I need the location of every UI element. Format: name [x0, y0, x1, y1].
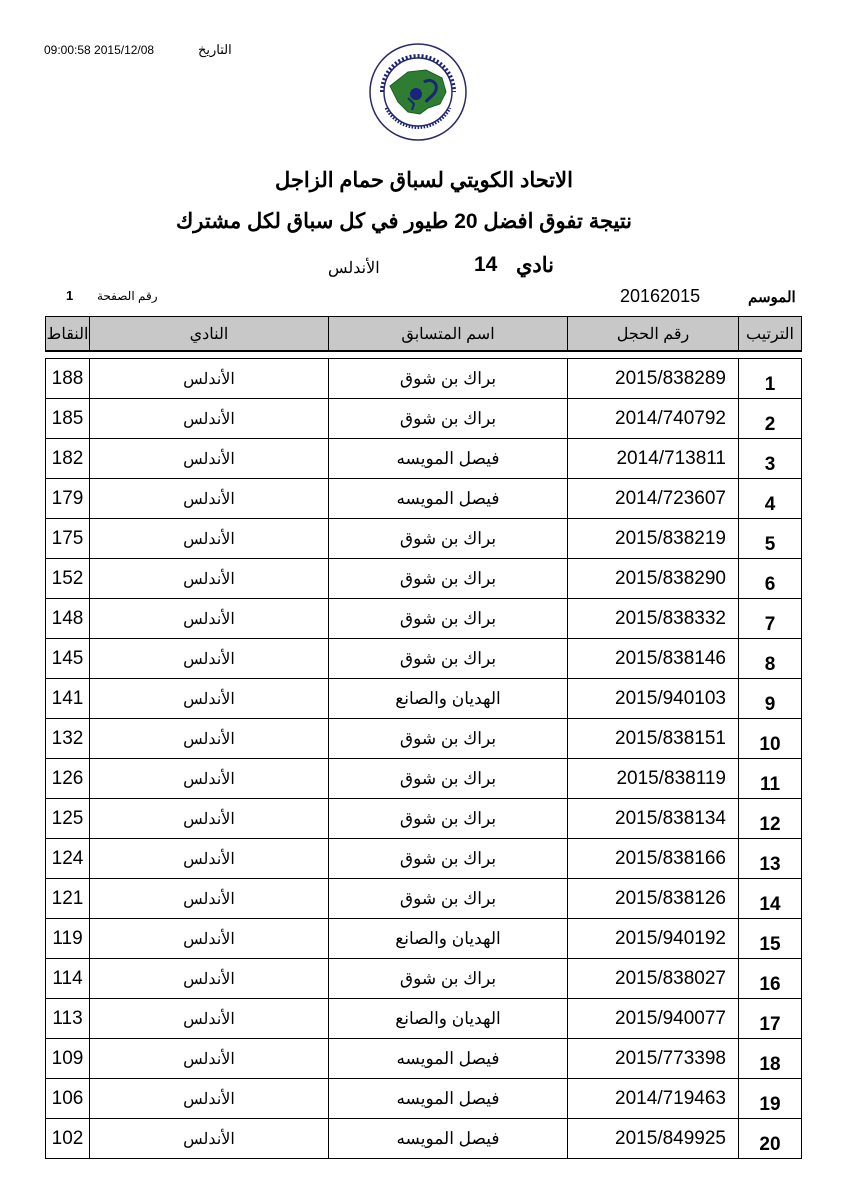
ring-number-cell: 2015/838146 [568, 639, 739, 679]
organization-name: الاتحاد الكويتي لسباق حمام الزاجل [275, 169, 573, 192]
report-title: نتيجة تفوق افضل 20 طيور في كل سباق لكل مشترك [176, 210, 633, 233]
club-cell: الأندلس [90, 599, 329, 639]
ring-number-cell: 2014/713811 [568, 439, 739, 479]
points-cell: 188 [46, 359, 90, 399]
points-cell: 106 [46, 1079, 90, 1119]
club-cell: الأندلس [90, 759, 329, 799]
club-cell: الأندلس [90, 399, 329, 439]
club-cell: الأندلس [90, 1119, 329, 1159]
points-cell: 121 [46, 879, 90, 919]
ring-number-cell: 2015/838151 [568, 719, 739, 759]
racer-name-cell: براك بن شوق [329, 839, 568, 879]
rank-cell: 10 [739, 719, 802, 759]
club-cell: الأندلس [90, 919, 329, 959]
table-row [46, 799, 802, 839]
racer-name-cell: براك بن شوق [329, 959, 568, 999]
page-number: 1 [66, 288, 74, 303]
rank-cell: 14 [739, 879, 802, 919]
rank-cell: 19 [739, 1079, 802, 1119]
club-number: 14 [474, 253, 498, 276]
club-cell: الأندلس [90, 959, 329, 999]
federation-logo-icon [368, 42, 468, 142]
points-cell: 113 [46, 999, 90, 1039]
points-cell: 185 [46, 399, 90, 439]
ring-number-cell: 2015/838027 [568, 959, 739, 999]
points-cell: 125 [46, 799, 90, 839]
club-cell: الأندلس [90, 519, 329, 559]
racer-name-cell: فيصل المويسه [329, 479, 568, 519]
table-row [46, 1039, 802, 1079]
racer-name-cell: براك بن شوق [329, 799, 568, 839]
table-row [46, 679, 802, 719]
rank-cell: 16 [739, 959, 802, 999]
table-row [46, 999, 802, 1039]
club-cell: الأندلس [90, 879, 329, 919]
racer-name-cell: فيصل المويسه [329, 1119, 568, 1159]
rank-cell: 8 [739, 639, 802, 679]
table-row [46, 639, 802, 679]
rank-cell: 5 [739, 519, 802, 559]
rank-cell: 17 [739, 999, 802, 1039]
club-cell: الأندلس [90, 639, 329, 679]
table-row [46, 479, 802, 519]
table-row [46, 1119, 802, 1159]
points-cell: 182 [46, 439, 90, 479]
table-row [46, 839, 802, 879]
points-cell: 114 [46, 959, 90, 999]
table-row [46, 879, 802, 919]
points-cell: 132 [46, 719, 90, 759]
table-row [46, 399, 802, 439]
season-value: 20162015 [620, 286, 701, 306]
ring-number-cell: 2015/838126 [568, 879, 739, 919]
rank-cell: 9 [739, 679, 802, 719]
ring-number-cell: 2015/838134 [568, 799, 739, 839]
rank-cell: 18 [739, 1039, 802, 1079]
racer-name-cell: براك بن شوق [329, 359, 568, 399]
points-cell: 102 [46, 1119, 90, 1159]
table-row [46, 919, 802, 959]
rank-cell: 12 [739, 799, 802, 839]
points-cell: 124 [46, 839, 90, 879]
points-cell: 145 [46, 639, 90, 679]
ring-number-cell: 2015/838289 [568, 359, 739, 399]
rank-cell: 7 [739, 599, 802, 639]
racer-name-cell: الهديان والصانع [329, 679, 568, 719]
rank-cell: 20 [739, 1119, 802, 1159]
club-cell: الأندلس [90, 839, 329, 879]
table-row [46, 759, 802, 799]
racer-name-cell: براك بن شوق [329, 759, 568, 799]
points-cell: 109 [46, 1039, 90, 1079]
points-cell: 152 [46, 559, 90, 599]
rank-cell: 11 [739, 759, 802, 799]
racer-name-cell: الهديان والصانع [329, 999, 568, 1039]
rank-cell: 4 [739, 479, 802, 519]
racer-name-cell: الهديان والصانع [329, 919, 568, 959]
ring-number-cell: 2015/940192 [568, 919, 739, 959]
racer-name-cell: براك بن شوق [329, 399, 568, 439]
rank-cell: 15 [739, 919, 802, 959]
table-body [46, 359, 802, 1159]
club-cell: الأندلس [90, 679, 329, 719]
racer-name-cell: فيصل المويسه [329, 1039, 568, 1079]
ring-number-cell: 2015/838166 [568, 839, 739, 879]
racer-name-cell: براك بن شوق [329, 519, 568, 559]
ring-number-cell: 2014/740792 [568, 399, 739, 439]
ring-number-cell: 2015/838332 [568, 599, 739, 639]
table-row [46, 519, 802, 559]
club-cell: الأندلس [90, 999, 329, 1039]
points-cell: 141 [46, 679, 90, 719]
club-cell: الأندلس [90, 799, 329, 839]
header-points: النقاط [46, 317, 90, 352]
table-row [46, 599, 802, 639]
ring-number-cell: 2015/838219 [568, 519, 739, 559]
club-cell: الأندلس [90, 439, 329, 479]
season-label: الموسم [748, 289, 796, 306]
rank-cell: 3 [739, 439, 802, 479]
table-row [46, 959, 802, 999]
results-table [45, 316, 802, 1159]
table-row [46, 1079, 802, 1119]
header-rank: الترتيب [739, 317, 802, 352]
points-cell: 175 [46, 519, 90, 559]
page-number-label: رقم الصفحة [97, 289, 158, 303]
rank-cell: 13 [739, 839, 802, 879]
rank-cell: 6 [739, 559, 802, 599]
ring-number-cell: 2015/940103 [568, 679, 739, 719]
racer-name-cell: فيصل المويسه [329, 1079, 568, 1119]
club-cell: الأندلس [90, 1079, 329, 1119]
racer-name-cell: براك بن شوق [329, 719, 568, 759]
points-cell: 148 [46, 599, 90, 639]
ring-number-cell: 2015/940077 [568, 999, 739, 1039]
racer-name-cell: براك بن شوق [329, 639, 568, 679]
header-racer-name: اسم المتسابق [329, 317, 568, 352]
club-cell: الأندلس [90, 559, 329, 599]
rank-cell: 1 [739, 359, 802, 399]
ring-number-cell: 2015/773398 [568, 1039, 739, 1079]
club-cell: الأندلس [90, 1039, 329, 1079]
racer-name-cell: براك بن شوق [329, 559, 568, 599]
table-row [46, 719, 802, 759]
racer-name-cell: براك بن شوق [329, 879, 568, 919]
club-label: نادي [516, 254, 555, 277]
header-ring-number: رقم الحجل [568, 317, 739, 352]
points-cell: 119 [46, 919, 90, 959]
table-row [46, 559, 802, 599]
club-cell: الأندلس [90, 359, 329, 399]
header-spacer [46, 351, 802, 359]
club-cell: الأندلس [90, 479, 329, 519]
ring-number-cell: 2014/723607 [568, 479, 739, 519]
table-row [46, 359, 802, 399]
club-cell: الأندلس [90, 719, 329, 759]
date-value: 09:00:58 2015/12/08 [44, 43, 155, 57]
racer-name-cell: فيصل المويسه [329, 439, 568, 479]
club-name: الأندلس [328, 260, 380, 277]
ring-number-cell: 2014/719463 [568, 1079, 739, 1119]
date-label: التاريخ [198, 42, 232, 57]
points-cell: 179 [46, 479, 90, 519]
ring-number-cell: 2015/849925 [568, 1119, 739, 1159]
rank-cell: 2 [739, 399, 802, 439]
table-header [46, 317, 802, 352]
ring-number-cell: 2015/838290 [568, 559, 739, 599]
racer-name-cell: براك بن شوق [329, 599, 568, 639]
points-cell: 126 [46, 759, 90, 799]
table-row [46, 439, 802, 479]
federation-logo [368, 42, 468, 142]
header-club: النادي [90, 317, 329, 352]
ring-number-cell: 2015/838119 [568, 759, 739, 799]
